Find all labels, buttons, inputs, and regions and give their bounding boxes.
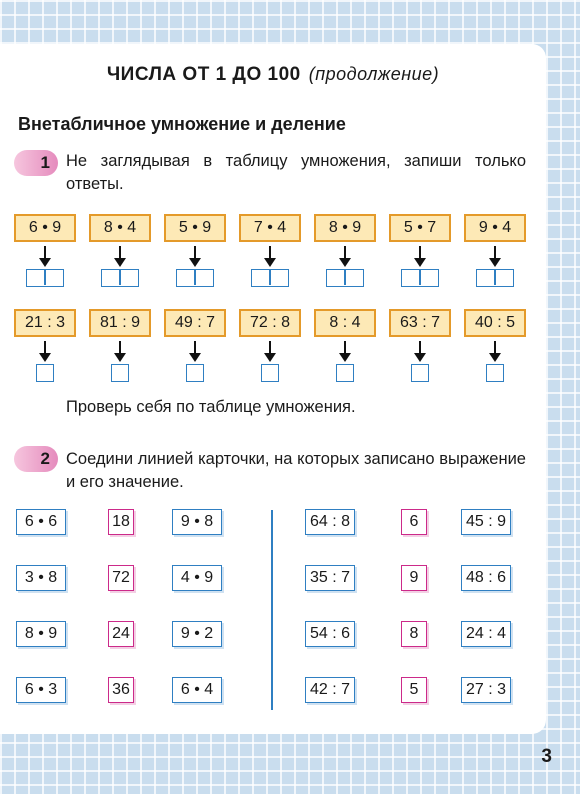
- arrow-down-icon: [339, 341, 351, 363]
- answer-box-two-digit[interactable]: [476, 269, 514, 287]
- title-subtitle: (продолжение): [308, 64, 440, 84]
- answer-box-two-digit[interactable]: [401, 269, 439, 287]
- multiplication-card: 8 • 4: [89, 214, 151, 242]
- answer-box-two-digit[interactable]: [326, 269, 364, 287]
- arrow-down-icon: [189, 341, 201, 363]
- value-card[interactable]: 36: [108, 677, 134, 703]
- answer-box-one-digit[interactable]: [411, 364, 429, 382]
- arrow-down-icon: [264, 246, 276, 268]
- arrow-down-icon: [489, 341, 501, 363]
- answer-box-one-digit[interactable]: [486, 364, 504, 382]
- expression-card[interactable]: 27 : 3: [461, 677, 511, 703]
- expression-card[interactable]: 4 • 9: [172, 565, 222, 591]
- expression-card[interactable]: 6 • 6: [16, 509, 66, 535]
- value-card[interactable]: 9: [401, 565, 427, 591]
- expression-card[interactable]: 42 : 7: [305, 677, 355, 703]
- division-card: 40 : 5: [464, 309, 526, 337]
- value-card[interactable]: 5: [401, 677, 427, 703]
- answer-box-two-digit[interactable]: [251, 269, 289, 287]
- column-divider: [271, 510, 273, 710]
- expression-card[interactable]: 9 • 2: [172, 621, 222, 647]
- task-2-badge: [14, 446, 58, 472]
- arrow-down-icon: [489, 246, 501, 268]
- expression-card[interactable]: 8 • 9: [16, 621, 66, 647]
- expression-card[interactable]: 9 • 8: [172, 509, 222, 535]
- division-card: 72 : 8: [239, 309, 301, 337]
- division-card: 63 : 7: [389, 309, 451, 337]
- expression-card[interactable]: 3 • 8: [16, 565, 66, 591]
- task-2-text: Соедини линией карточки, на которых записано выражение и его значение.: [66, 450, 526, 491]
- task-1-text: Не заглядывая в таблицу умножения, запиши только ответы.: [66, 152, 526, 193]
- multiplication-card: 5 • 9: [164, 214, 226, 242]
- answer-box-two-digit[interactable]: [26, 269, 64, 287]
- multiplication-card: 9 • 4: [464, 214, 526, 242]
- page-title: [0, 64, 546, 86]
- answer-box-one-digit[interactable]: [261, 364, 279, 382]
- value-card[interactable]: 72: [108, 565, 134, 591]
- expression-card[interactable]: 35 : 7: [305, 565, 355, 591]
- arrow-down-icon: [339, 246, 351, 268]
- arrow-down-icon: [114, 341, 126, 363]
- expression-card[interactable]: 48 : 6: [461, 565, 511, 591]
- value-card[interactable]: 24: [108, 621, 134, 647]
- title-text: ЧИСЛА ОТ 1 ДО 100: [106, 64, 301, 85]
- task-1-check-text: Проверь себя по таблице умножения.: [66, 398, 356, 416]
- expression-card[interactable]: 6 • 3: [16, 677, 66, 703]
- task-1-number: 1: [40, 153, 50, 172]
- arrow-down-icon: [114, 246, 126, 268]
- answer-box-two-digit[interactable]: [176, 269, 214, 287]
- arrow-down-icon: [39, 341, 51, 363]
- multiplication-card: 8 • 9: [314, 214, 376, 242]
- expression-card[interactable]: 54 : 6: [305, 621, 355, 647]
- task-2-number: 2: [40, 449, 50, 468]
- value-card[interactable]: 8: [401, 621, 427, 647]
- section-title: Внетабличное умножение и деление: [18, 114, 346, 134]
- arrow-down-icon: [414, 246, 426, 268]
- expression-card[interactable]: 6 • 4: [172, 677, 222, 703]
- arrow-down-icon: [264, 341, 276, 363]
- arrow-down-icon: [39, 246, 51, 268]
- answer-box-one-digit[interactable]: [336, 364, 354, 382]
- arrow-down-icon: [189, 246, 201, 268]
- multiplication-card: 5 • 7: [389, 214, 451, 242]
- answer-box-one-digit[interactable]: [111, 364, 129, 382]
- answer-box-two-digit[interactable]: [101, 269, 139, 287]
- division-card: 8 : 4: [314, 309, 376, 337]
- answer-box-one-digit[interactable]: [36, 364, 54, 382]
- page-number: 3: [541, 746, 552, 767]
- arrow-down-icon: [414, 341, 426, 363]
- division-card: 49 : 7: [164, 309, 226, 337]
- expression-card[interactable]: 45 : 9: [461, 509, 511, 535]
- value-card[interactable]: 6: [401, 509, 427, 535]
- expression-card[interactable]: 64 : 8: [305, 509, 355, 535]
- value-card[interactable]: 18: [108, 509, 134, 535]
- expression-card[interactable]: 24 : 4: [461, 621, 511, 647]
- division-card: 21 : 3: [14, 309, 76, 337]
- multiplication-card: 6 • 9: [14, 214, 76, 242]
- multiplication-card: 7 • 4: [239, 214, 301, 242]
- task-1-badge: [14, 150, 58, 176]
- answer-box-one-digit[interactable]: [186, 364, 204, 382]
- division-card: 81 : 9: [89, 309, 151, 337]
